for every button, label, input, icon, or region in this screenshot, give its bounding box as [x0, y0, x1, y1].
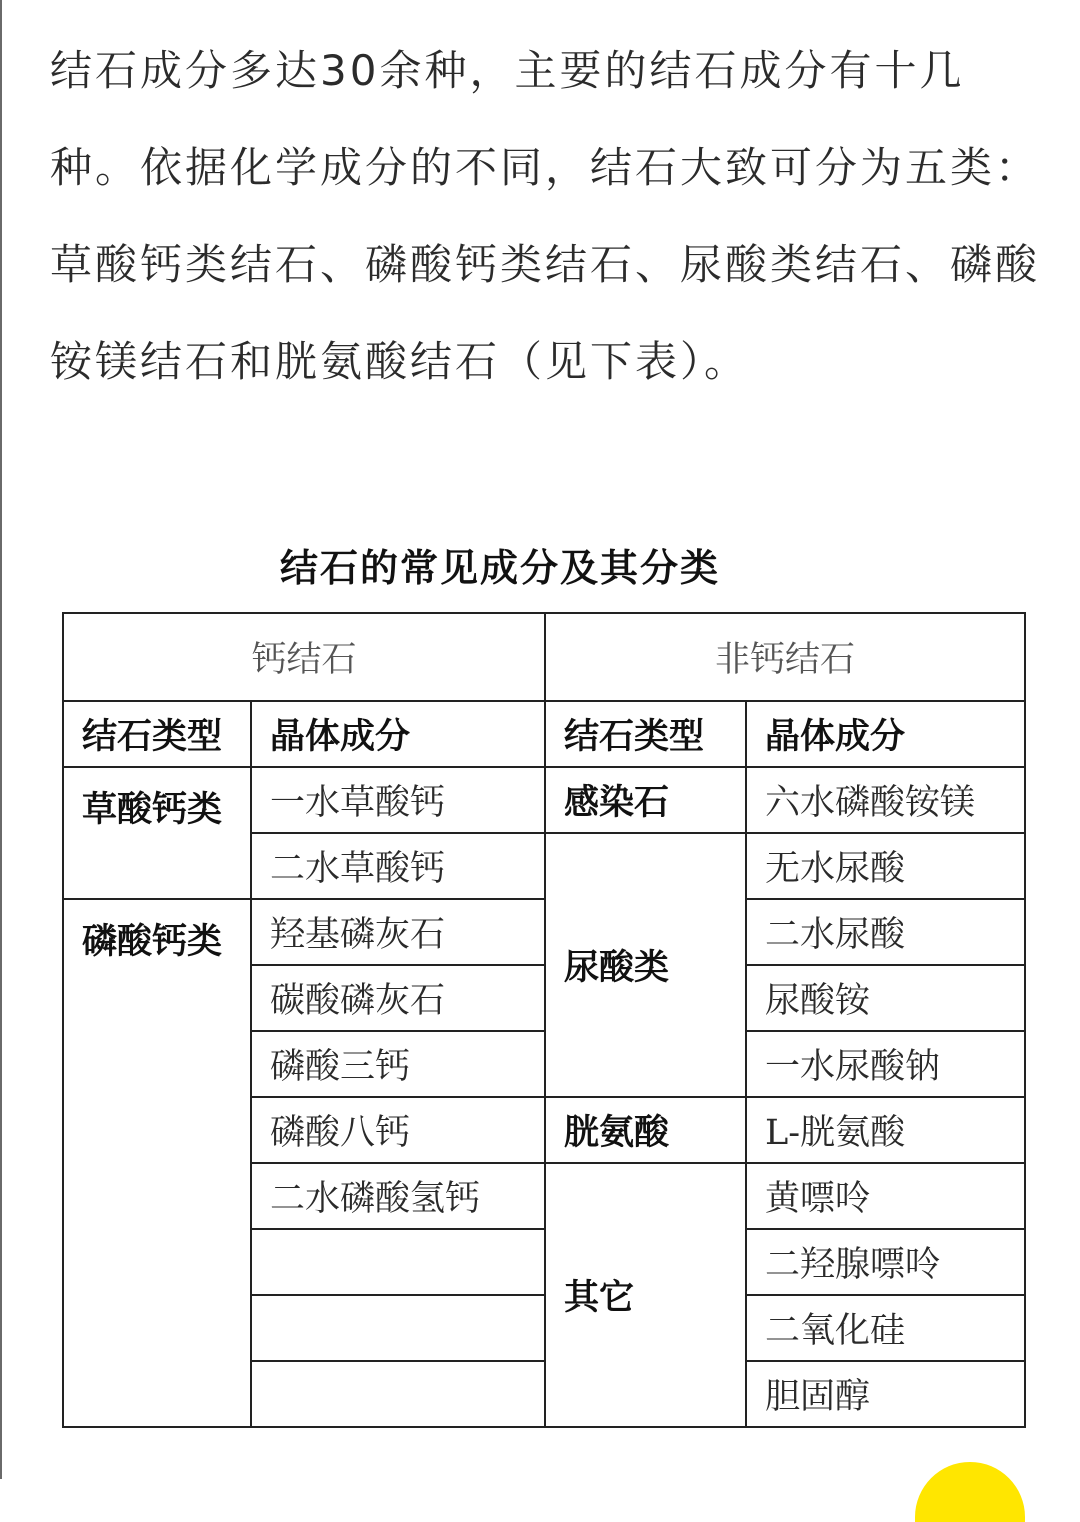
type-calcium-oxalate: 草酸钙类: [63, 767, 251, 899]
component-cell: 无水尿酸: [746, 833, 1025, 899]
table-title: 结石的常见成分及其分类: [279, 546, 720, 590]
column-header-component: 晶体成分: [251, 701, 545, 767]
component-cell: 二羟腺嘌呤: [746, 1229, 1025, 1295]
component-cell: 羟基磷灰石: [251, 899, 545, 965]
group-header-noncalcium: 非钙结石: [545, 613, 1025, 701]
component-cell: L-胱氨酸: [746, 1097, 1025, 1163]
intro-paragraph: 结石成分多达30余种，主要的结石成分有十几种。依据化学成分的不同，结石大致可分为五类：草酸钙类结石、磷酸钙类结石、尿酸类结石、磷酸铵镁结石和胱氨酸结石（见下表）。: [50, 46, 1041, 386]
type-calcium-phosphate: 磷酸钙类: [63, 899, 251, 1427]
group-header-calcium: 钙结石: [63, 613, 545, 701]
table-row: [63, 767, 1025, 833]
empty-cell: [251, 1229, 545, 1295]
component-cell: 二水草酸钙: [251, 833, 545, 899]
column-header-type: 结石类型: [545, 701, 746, 767]
type-cystine: 胱氨酸: [545, 1097, 746, 1163]
type-other: 其它: [545, 1163, 746, 1427]
component-cell: 二水尿酸: [746, 899, 1025, 965]
stone-classification-table: [62, 612, 1026, 1428]
type-urate: 尿酸类: [545, 833, 746, 1097]
component-cell: 一水草酸钙: [251, 767, 545, 833]
component-cell: 六水磷酸铵镁: [746, 767, 1025, 833]
empty-cell: [251, 1295, 545, 1361]
table-row: [63, 701, 1025, 767]
column-header-component: 晶体成分: [746, 701, 1025, 767]
component-cell: 磷酸八钙: [251, 1097, 545, 1163]
component-cell: 一水尿酸钠: [746, 1031, 1025, 1097]
floating-action-button[interactable]: [915, 1462, 1025, 1522]
column-header-type: 结石类型: [63, 701, 251, 767]
table-row: [63, 899, 1025, 965]
table-row: [63, 613, 1025, 701]
component-cell: 二水磷酸氢钙: [251, 1163, 545, 1229]
component-cell: 磷酸三钙: [251, 1031, 545, 1097]
component-cell: 胆固醇: [746, 1361, 1025, 1427]
left-edge-border: [0, 0, 2, 1479]
type-infection-stone: 感染石: [545, 767, 746, 833]
empty-cell: [251, 1361, 545, 1427]
component-cell: 尿酸铵: [746, 965, 1025, 1031]
component-cell: 碳酸磷灰石: [251, 965, 545, 1031]
component-cell: 二氧化硅: [746, 1295, 1025, 1361]
component-cell: 黄嘌呤: [746, 1163, 1025, 1229]
